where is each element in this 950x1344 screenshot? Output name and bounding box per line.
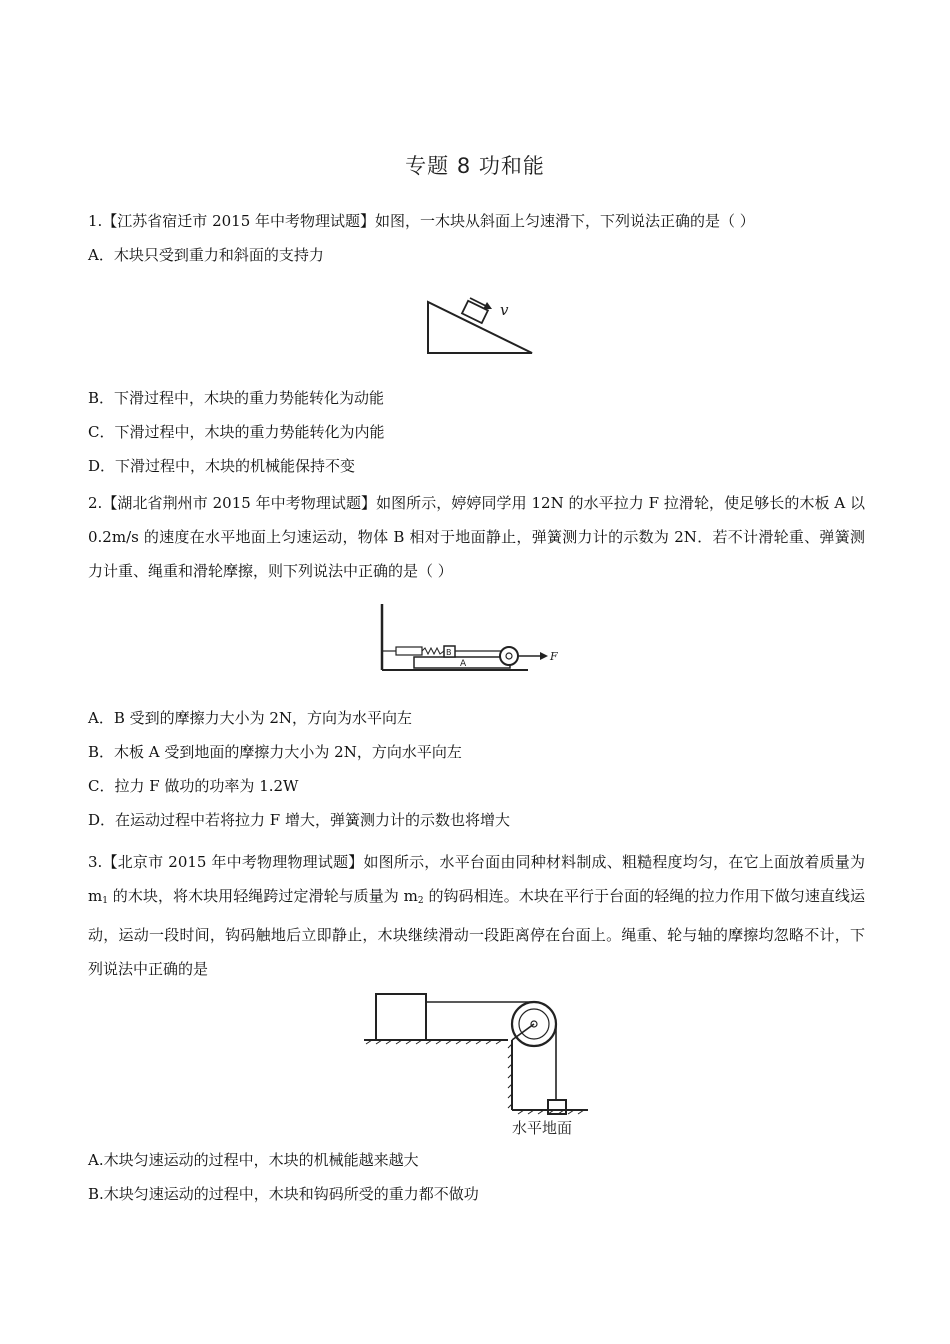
- force-arrowhead: [540, 652, 548, 660]
- q1-option-c: C．下滑过程中，木块的重力势能转化为内能: [88, 423, 385, 441]
- q2-option-c: C．拉力 F 做功的功率为 1.2W: [88, 777, 299, 795]
- table-pulley-figure: [362, 990, 592, 1140]
- page-title: 专题 8 功和能: [405, 154, 545, 178]
- spring-coil: [422, 648, 444, 654]
- q1-option-a: A．木块只受到重力和斜面的支持力: [88, 246, 324, 264]
- board-a-label: A: [460, 659, 467, 669]
- q1-option-d: D．下滑过程中，木块的机械能保持不变: [88, 457, 356, 475]
- velocity-label: v: [500, 301, 509, 319]
- q2-option-d: D．在运动过程中若将拉力 F 增大，弹簧测力计的示数也将增大: [88, 811, 510, 829]
- q2-stem: 2.【湖北省荆州市 2015 年中考物理试题】如图所示，婷婷同学用 12N 的水平拉力 F 拉滑轮，使足够长的木板 A 以 0.2m/s 的速度在水平地面上匀速运动，物体 B 相对于地面静止，弹簧测力计的示数为 2N．若不计滑轮重、弹簧测力计重、绳重和滑轮摩擦，则下列说法中正确的是（ ）: [88, 494, 865, 580]
- q2-option-b: B．木板 A 受到地面的摩擦力大小为 2N，方向水平向左: [88, 743, 462, 761]
- spring-scale: [396, 647, 422, 655]
- pulley-axle: [506, 653, 512, 659]
- q3-option-a: A.木块匀速运动的过程中，木块的机械能越来越大: [88, 1151, 419, 1169]
- q3-option-b: B.木块匀速运动的过程中，木块和钩码所受的重力都不做功: [88, 1185, 479, 1203]
- block-b-label: B: [446, 648, 452, 657]
- q1-stem: 1.【江苏省宿迁市 2015 年中考物理试题】如图，一木块从斜面上匀速滑下，下列说法正确的是（ ）: [88, 212, 755, 230]
- q1-option-b: B．下滑过程中，木块的重力势能转化为动能: [88, 389, 385, 407]
- force-label: F: [550, 650, 558, 663]
- q3-stem: 3.【北京市 2015 年中考物理物理试题】如图所示，水平台面由同种材料制成、粗糙程度均匀，在它上面放着质量为 $m_1$ 的木块，将木块用轻绳跨过定滑轮与质量为 $m_2$ 的钩码相连。木块在平行于台面的轻绳的拉力作用下做匀速直线运动，运动一段时间，钩码触地后立即静止，木块继续滑动一段距离停在台面上。绳重、轮与轴的摩擦均忽略不计，下列说法中正确的是: [88, 853, 865, 978]
- wooden-block: [376, 994, 426, 1040]
- q2-option-a: A．B 受到的摩擦力大小为 2N，方向为水平向左: [88, 709, 413, 727]
- pulley-board-figure: [378, 602, 578, 674]
- incline-figure: [420, 290, 550, 360]
- ground-caption: 水平地面: [512, 1119, 573, 1137]
